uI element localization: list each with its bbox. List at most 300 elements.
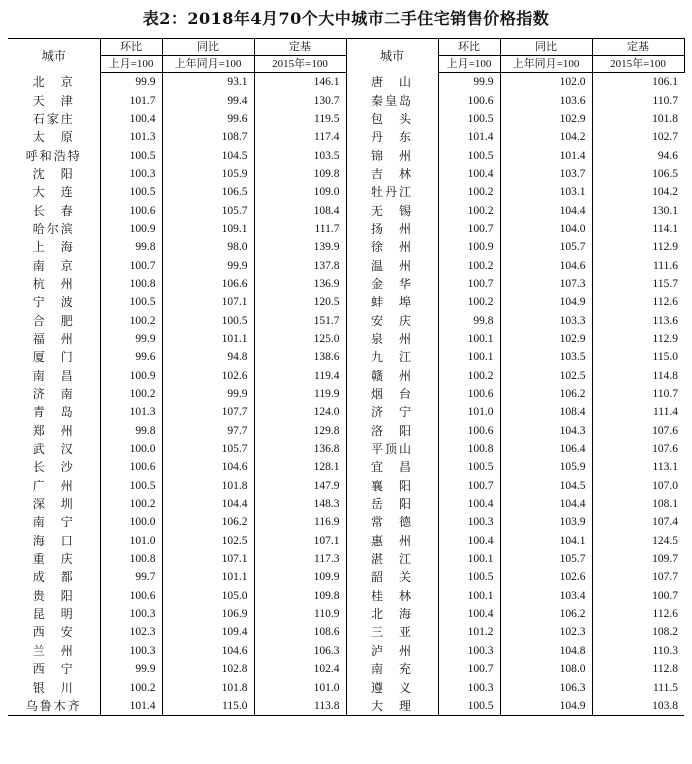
city-cell: 北 京	[32, 74, 75, 89]
mom-index-cell: 100.8	[100, 550, 162, 568]
mom-index-cell: 100.6	[100, 458, 162, 476]
mom-index-cell: 100.5	[438, 146, 500, 164]
mom-index-cell: 100.4	[438, 495, 500, 513]
mom-index-cell: 100.2	[100, 385, 162, 403]
fixed-index-cell: 119.5	[254, 110, 346, 128]
fixed-header-left: 定基	[254, 39, 346, 56]
yoy-index-cell: 98.0	[162, 238, 254, 256]
mom-index-cell: 101.4	[438, 128, 500, 146]
yoy-index-cell: 102.0	[500, 73, 592, 92]
city-cell: 银 川	[32, 680, 75, 695]
fixed-index-cell: 100.7	[592, 587, 684, 605]
yoy-index-cell: 106.2	[500, 605, 592, 623]
city-cell: 乌鲁木齐	[8, 697, 100, 716]
city-cell: 赣 州	[370, 368, 413, 383]
fixed-index-cell: 113.8	[254, 697, 346, 716]
fixed-index-cell: 136.9	[254, 275, 346, 293]
fixed-index-cell: 110.9	[254, 605, 346, 623]
fixed-index-cell: 146.1	[254, 73, 346, 92]
mom-index-cell: 100.3	[100, 642, 162, 660]
table-row	[8, 146, 684, 164]
table-row	[8, 440, 684, 458]
yoy-index-cell: 104.9	[500, 293, 592, 311]
city-cell: 大 理	[346, 697, 438, 716]
city-cell: 泸 州	[370, 643, 413, 658]
city-cell: 吉 林	[370, 166, 413, 181]
table-row	[8, 128, 684, 146]
table-row	[8, 73, 684, 92]
yoy-index-cell: 109.1	[162, 220, 254, 238]
yoy-index-cell: 106.3	[500, 678, 592, 696]
city-cell: 福 州	[32, 331, 75, 346]
table-row	[8, 201, 684, 219]
fixed-index-cell: 138.6	[254, 348, 346, 366]
yoy-index-cell: 99.4	[162, 91, 254, 109]
city-cell: 惠 州	[370, 533, 413, 548]
table-row	[8, 311, 684, 329]
fixed-index-cell: 102.7	[592, 128, 684, 146]
yoy-index-cell: 93.1	[162, 73, 254, 92]
yoy-index-cell: 104.6	[162, 458, 254, 476]
city-cell: 兰 州	[32, 643, 75, 658]
mom-index-cell: 100.6	[100, 587, 162, 605]
fixed-index-cell: 148.3	[254, 495, 346, 513]
table-row	[8, 293, 684, 311]
city-cell: 湛 江	[370, 552, 413, 567]
city-cell: 太 原	[32, 130, 75, 145]
mom-index-cell: 101.7	[100, 91, 162, 109]
table-row	[8, 385, 684, 403]
city-cell: 遵 义	[370, 680, 413, 695]
fixed-subheader-right: 2015年=100	[592, 56, 684, 73]
yoy-index-cell: 101.1	[162, 330, 254, 348]
fixed-index-cell: 94.6	[592, 146, 684, 164]
table-row	[8, 550, 684, 568]
mom-index-cell: 100.2	[438, 293, 500, 311]
fixed-index-cell: 112.8	[592, 660, 684, 678]
table-title: 表2：2018年4月70个大中城市二手住宅销售价格指数	[142, 9, 550, 28]
mom-index-cell: 100.5	[100, 477, 162, 495]
yoy-index-cell: 102.9	[500, 110, 592, 128]
city-cell: 哈尔滨	[32, 221, 75, 236]
fixed-index-cell: 106.3	[254, 642, 346, 660]
yoy-index-cell: 104.5	[162, 146, 254, 164]
mom-index-cell: 100.6	[438, 385, 500, 403]
mom-index-cell: 101.2	[438, 623, 500, 641]
fixed-index-cell: 108.2	[592, 623, 684, 641]
fixed-index-cell: 151.7	[254, 311, 346, 329]
city-cell: 平顶山	[370, 442, 413, 457]
fixed-index-cell: 110.7	[592, 385, 684, 403]
city-cell: 石家庄	[32, 111, 75, 126]
header-row	[8, 39, 684, 56]
yoy-index-cell: 104.6	[500, 256, 592, 274]
fixed-index-cell: 107.6	[592, 422, 684, 440]
mom-index-cell: 100.1	[438, 348, 500, 366]
mom-index-cell: 100.1	[438, 587, 500, 605]
fixed-index-cell: 117.3	[254, 550, 346, 568]
mom-index-cell: 101.4	[100, 697, 162, 716]
fixed-index-cell: 125.0	[254, 330, 346, 348]
yoy-index-cell: 105.7	[162, 440, 254, 458]
fixed-index-cell: 114.8	[592, 367, 684, 385]
city-cell: 襄 阳	[370, 478, 413, 493]
table-row	[8, 532, 684, 550]
city-cell: 深 圳	[32, 497, 75, 512]
yoy-index-cell: 107.3	[500, 275, 592, 293]
city-cell: 昆 明	[32, 607, 75, 622]
table-row	[8, 91, 684, 109]
mom-index-cell: 101.3	[100, 128, 162, 146]
mom-index-cell: 100.5	[100, 293, 162, 311]
price-index-table	[8, 38, 685, 716]
mom-index-cell: 100.5	[100, 146, 162, 164]
fixed-index-cell: 102.4	[254, 660, 346, 678]
fixed-index-cell: 108.6	[254, 623, 346, 641]
city-cell: 无 锡	[370, 203, 413, 218]
yoy-index-cell: 105.9	[500, 458, 592, 476]
mom-index-cell: 100.4	[438, 165, 500, 183]
fixed-index-cell: 136.8	[254, 440, 346, 458]
yoy-index-cell: 97.7	[162, 422, 254, 440]
city-cell: 锦 州	[370, 148, 413, 163]
yoy-index-cell: 106.5	[162, 183, 254, 201]
fixed-index-cell: 111.7	[254, 220, 346, 238]
city-cell: 唐 山	[370, 74, 413, 89]
mom-index-cell: 100.1	[438, 330, 500, 348]
yoy-header-right: 同比	[500, 39, 592, 56]
city-cell: 宜 昌	[370, 460, 413, 475]
city-cell: 南 充	[370, 662, 413, 677]
table-row	[8, 422, 684, 440]
city-cell: 西 宁	[32, 662, 75, 677]
mom-index-cell: 100.8	[100, 275, 162, 293]
table-row	[8, 330, 684, 348]
city-cell: 泉 州	[370, 331, 413, 346]
yoy-index-cell: 104.4	[162, 495, 254, 513]
fixed-index-cell: 108.4	[254, 201, 346, 219]
yoy-index-cell: 104.3	[500, 422, 592, 440]
city-cell: 郑 州	[32, 423, 75, 438]
mom-index-cell: 100.3	[100, 165, 162, 183]
city-cell: 杭 州	[32, 276, 75, 291]
city-cell: 九 江	[370, 350, 413, 365]
table-row	[8, 367, 684, 385]
fixed-index-cell: 110.3	[592, 642, 684, 660]
city-cell: 安 庆	[370, 313, 413, 328]
city-cell: 三 亚	[370, 625, 413, 640]
yoy-index-cell: 102.5	[500, 367, 592, 385]
fixed-index-cell: 106.5	[592, 165, 684, 183]
fixed-index-cell: 113.6	[592, 311, 684, 329]
city-cell: 桂 林	[370, 588, 413, 603]
city-cell: 扬 州	[370, 221, 413, 236]
yoy-index-cell: 103.3	[500, 311, 592, 329]
mom-index-cell: 100.2	[100, 311, 162, 329]
table-row	[8, 477, 684, 495]
yoy-header-left: 同比	[162, 39, 254, 56]
mom-index-cell: 100.2	[438, 367, 500, 385]
mom-index-cell: 100.9	[100, 220, 162, 238]
mom-index-cell: 100.3	[438, 642, 500, 660]
fixed-index-cell: 110.7	[592, 91, 684, 109]
mom-index-cell: 100.5	[438, 568, 500, 586]
yoy-index-cell: 94.8	[162, 348, 254, 366]
city-cell: 金 华	[370, 276, 413, 291]
mom-index-cell: 100.5	[438, 110, 500, 128]
mom-index-cell: 100.4	[438, 532, 500, 550]
city-cell: 成 都	[32, 570, 75, 585]
fixed-index-cell: 101.0	[254, 678, 346, 696]
city-cell: 武 汉	[32, 442, 75, 457]
mom-subheader-right: 上月=100	[438, 56, 500, 73]
yoy-index-cell: 103.1	[500, 183, 592, 201]
city-cell: 北 海	[370, 607, 413, 622]
yoy-index-cell: 102.6	[500, 568, 592, 586]
yoy-index-cell: 101.4	[500, 146, 592, 164]
city-cell: 韶 关	[370, 570, 413, 585]
fixed-index-cell: 108.1	[592, 495, 684, 513]
yoy-subheader-right: 上年同月=100	[500, 56, 592, 73]
mom-index-cell: 101.0	[438, 403, 500, 421]
fixed-index-cell: 113.1	[592, 458, 684, 476]
yoy-index-cell: 99.9	[162, 385, 254, 403]
fixed-index-cell: 111.6	[592, 256, 684, 274]
fixed-index-cell: 111.5	[592, 678, 684, 696]
mom-index-cell: 100.6	[100, 201, 162, 219]
yoy-index-cell: 105.7	[162, 201, 254, 219]
mom-index-cell: 100.8	[438, 440, 500, 458]
fixed-index-cell: 109.8	[254, 587, 346, 605]
fixed-index-cell: 112.9	[592, 330, 684, 348]
yoy-subheader-left: 上年同月=100	[162, 56, 254, 73]
mom-index-cell: 100.7	[438, 477, 500, 495]
fixed-index-cell: 147.9	[254, 477, 346, 495]
mom-index-cell: 100.3	[438, 513, 500, 531]
yoy-index-cell: 108.7	[162, 128, 254, 146]
yoy-index-cell: 105.9	[162, 165, 254, 183]
city-cell: 上 海	[32, 240, 75, 255]
city-cell: 济 南	[32, 387, 75, 402]
fixed-index-cell: 103.8	[592, 697, 684, 716]
fixed-index-cell: 137.8	[254, 256, 346, 274]
mom-index-cell: 99.9	[100, 73, 162, 92]
fixed-index-cell: 129.8	[254, 422, 346, 440]
mom-index-cell: 99.9	[100, 330, 162, 348]
yoy-index-cell: 104.1	[500, 532, 592, 550]
fixed-index-cell: 107.7	[592, 568, 684, 586]
yoy-index-cell: 106.9	[162, 605, 254, 623]
fixed-index-cell: 107.4	[592, 513, 684, 531]
yoy-index-cell: 108.0	[500, 660, 592, 678]
mom-header-right: 环比	[438, 39, 500, 56]
yoy-index-cell: 105.0	[162, 587, 254, 605]
fixed-index-cell: 120.5	[254, 293, 346, 311]
table-row	[8, 660, 684, 678]
fixed-index-cell: 107.0	[592, 477, 684, 495]
city-cell: 合 肥	[32, 313, 75, 328]
fixed-header-right: 定基	[592, 39, 684, 56]
city-cell: 大 连	[32, 185, 75, 200]
mom-index-cell: 100.7	[100, 256, 162, 274]
yoy-index-cell: 102.6	[162, 367, 254, 385]
table-row	[8, 403, 684, 421]
fixed-index-cell: 116.9	[254, 513, 346, 531]
mom-index-cell: 99.7	[100, 568, 162, 586]
mom-index-cell: 100.6	[438, 422, 500, 440]
fixed-index-cell: 112.6	[592, 605, 684, 623]
fixed-index-cell: 124.0	[254, 403, 346, 421]
table-row	[8, 642, 684, 660]
city-cell: 天 津	[32, 93, 75, 108]
fixed-index-cell: 107.6	[592, 440, 684, 458]
yoy-index-cell: 101.8	[162, 477, 254, 495]
mom-index-cell: 100.2	[100, 678, 162, 696]
yoy-index-cell: 99.6	[162, 110, 254, 128]
table-row	[8, 183, 684, 201]
yoy-index-cell: 100.5	[162, 311, 254, 329]
table-row	[8, 275, 684, 293]
mom-index-cell: 100.7	[438, 220, 500, 238]
mom-index-cell: 99.6	[100, 348, 162, 366]
fixed-index-cell: 112.6	[592, 293, 684, 311]
yoy-index-cell: 101.8	[162, 678, 254, 696]
table-row	[8, 348, 684, 366]
mom-index-cell: 99.8	[100, 238, 162, 256]
fixed-index-cell: 109.0	[254, 183, 346, 201]
city-cell: 长 沙	[32, 460, 75, 475]
fixed-index-cell: 107.1	[254, 532, 346, 550]
mom-index-cell: 100.3	[438, 678, 500, 696]
table-row	[8, 623, 684, 641]
fixed-index-cell: 109.8	[254, 165, 346, 183]
yoy-index-cell: 104.0	[500, 220, 592, 238]
mom-index-cell: 99.9	[438, 73, 500, 92]
city-cell: 南 昌	[32, 368, 75, 383]
city-cell: 宁 波	[32, 295, 75, 310]
fixed-index-cell: 115.7	[592, 275, 684, 293]
fixed-index-cell: 112.9	[592, 238, 684, 256]
city-cell: 海 口	[32, 533, 75, 548]
fixed-index-cell: 128.1	[254, 458, 346, 476]
yoy-index-cell: 109.4	[162, 623, 254, 641]
fixed-index-cell: 109.9	[254, 568, 346, 586]
yoy-index-cell: 103.5	[500, 348, 592, 366]
city-cell: 温 州	[370, 258, 413, 273]
fixed-index-cell: 111.4	[592, 403, 684, 421]
city-cell: 厦 门	[32, 350, 75, 365]
yoy-index-cell: 115.0	[162, 697, 254, 716]
yoy-index-cell: 103.9	[500, 513, 592, 531]
mom-index-cell: 100.7	[438, 660, 500, 678]
yoy-index-cell: 103.7	[500, 165, 592, 183]
table-row	[8, 587, 684, 605]
mom-index-cell: 100.0	[100, 513, 162, 531]
mom-index-cell: 100.9	[438, 238, 500, 256]
city-cell: 蚌 埠	[370, 295, 413, 310]
yoy-index-cell: 107.7	[162, 403, 254, 421]
mom-index-cell: 99.8	[100, 422, 162, 440]
city-cell: 沈 阳	[32, 166, 75, 181]
fixed-index-cell: 101.8	[592, 110, 684, 128]
city-cell: 常 德	[370, 515, 413, 530]
mom-index-cell: 102.3	[100, 623, 162, 641]
fixed-index-cell: 109.7	[592, 550, 684, 568]
yoy-index-cell: 104.4	[500, 495, 592, 513]
yoy-index-cell: 104.9	[500, 697, 592, 716]
yoy-index-cell: 99.9	[162, 256, 254, 274]
city-cell: 烟 台	[370, 387, 413, 402]
city-cell: 贵 阳	[32, 588, 75, 603]
fixed-index-cell: 130.7	[254, 91, 346, 109]
mom-index-cell: 100.3	[100, 605, 162, 623]
yoy-index-cell: 104.2	[500, 128, 592, 146]
yoy-index-cell: 106.2	[162, 513, 254, 531]
table-row	[8, 678, 684, 696]
yoy-index-cell: 104.5	[500, 477, 592, 495]
yoy-index-cell: 103.4	[500, 587, 592, 605]
yoy-index-cell: 105.7	[500, 238, 592, 256]
yoy-index-cell: 106.6	[162, 275, 254, 293]
table-row	[8, 165, 684, 183]
city-cell: 西 安	[32, 625, 75, 640]
mom-index-cell: 100.1	[438, 550, 500, 568]
yoy-index-cell: 103.6	[500, 91, 592, 109]
table-row	[8, 220, 684, 238]
fixed-index-cell: 119.4	[254, 367, 346, 385]
city-cell: 徐 州	[370, 240, 413, 255]
city-cell: 重 庆	[32, 552, 75, 567]
mom-index-cell: 100.5	[438, 697, 500, 716]
city-cell: 秦皇岛	[370, 93, 413, 108]
mom-index-cell: 99.9	[100, 660, 162, 678]
city-cell: 洛 阳	[370, 423, 413, 438]
yoy-index-cell: 108.4	[500, 403, 592, 421]
city-cell: 牡丹江	[370, 185, 413, 200]
mom-index-cell: 100.5	[438, 458, 500, 476]
mom-index-cell: 100.6	[438, 91, 500, 109]
yoy-index-cell: 106.4	[500, 440, 592, 458]
city-cell: 包 头	[370, 111, 413, 126]
fixed-subheader-left: 2015年=100	[254, 56, 346, 73]
city-cell: 丹 东	[370, 130, 413, 145]
fixed-index-cell: 106.1	[592, 73, 684, 92]
fixed-index-cell: 139.9	[254, 238, 346, 256]
table-body	[8, 73, 684, 716]
yoy-index-cell: 101.1	[162, 568, 254, 586]
fixed-index-cell: 114.1	[592, 220, 684, 238]
city-header-left: 城市	[8, 39, 100, 73]
mom-index-cell: 100.9	[100, 367, 162, 385]
city-cell: 岳 阳	[370, 497, 413, 512]
table-row	[8, 605, 684, 623]
table-row	[8, 458, 684, 476]
mom-index-cell: 101.3	[100, 403, 162, 421]
city-cell: 南 京	[32, 258, 75, 273]
yoy-index-cell: 104.6	[162, 642, 254, 660]
yoy-index-cell: 102.5	[162, 532, 254, 550]
table-row	[8, 513, 684, 531]
fixed-index-cell: 104.2	[592, 183, 684, 201]
yoy-index-cell: 107.1	[162, 293, 254, 311]
fixed-index-cell: 124.5	[592, 532, 684, 550]
table-row	[8, 256, 684, 274]
yoy-index-cell: 104.8	[500, 642, 592, 660]
yoy-index-cell: 102.8	[162, 660, 254, 678]
mom-index-cell: 100.4	[438, 605, 500, 623]
city-cell: 青 岛	[32, 405, 75, 420]
yoy-index-cell: 102.3	[500, 623, 592, 641]
